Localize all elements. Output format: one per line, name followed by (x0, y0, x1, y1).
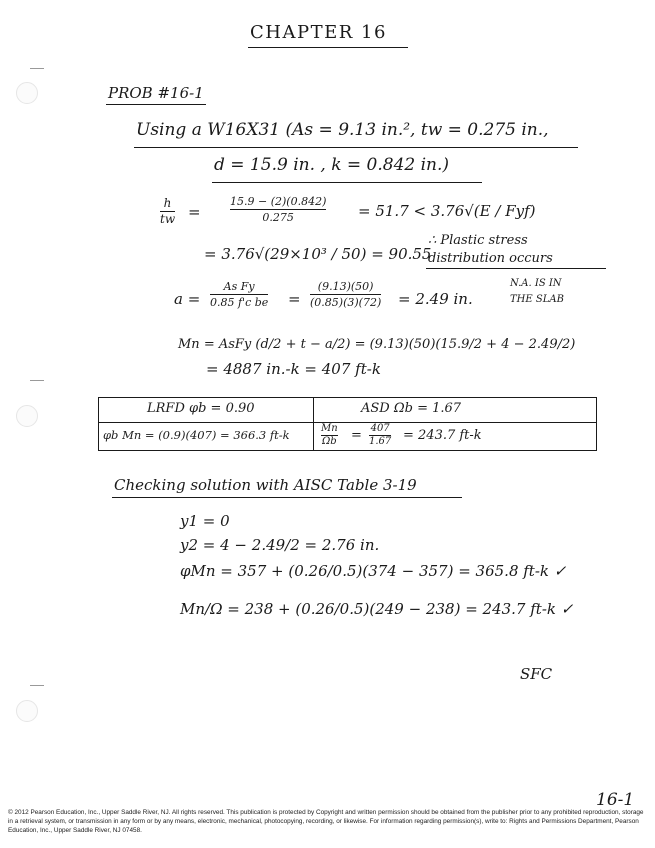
table-row-divider (99, 422, 596, 423)
lrfd-value: φb Mn = (0.9)(407) = 366.3 ft-k (103, 428, 290, 442)
mn-result: = 4887 in.-k = 407 ft-k (206, 360, 381, 378)
a-result: = 2.49 in. (398, 290, 473, 308)
binder-hole (16, 82, 38, 104)
limit-note-1: ∴ Plastic stress (428, 233, 528, 248)
h-tw-den: 0.275 (262, 211, 294, 224)
asd-num: Mn (321, 423, 338, 434)
equals: = (188, 203, 201, 221)
h-tw-lhs-num: h (163, 196, 172, 210)
a-den: 0.85 f'c be (210, 296, 269, 309)
asd-den: Ωb (321, 436, 337, 447)
margin-mark (30, 380, 44, 381)
given-underline-2 (212, 182, 482, 183)
given-line-2: d = 15.9 in. , k = 0.842 in.) (214, 155, 450, 175)
asd-frac-num: 407 (370, 423, 390, 434)
equals: = (351, 428, 362, 443)
page-number: 16-1 (596, 790, 635, 810)
a-num: As Fy (223, 280, 255, 293)
binder-hole (16, 405, 38, 427)
title-underline (248, 47, 408, 48)
asd-lhs-fraction (321, 424, 338, 447)
given-line-1: Using a W16X31 (As = 9.13 in.², tw = 0.275 in., (136, 120, 549, 140)
a-num-2: (9.13)(50) (317, 280, 374, 293)
asd-header: ASD Ωb = 1.67 (361, 401, 462, 416)
h-tw-num: 15.9 − (2)(0.842) (230, 195, 327, 208)
mn-line: Mn = AsFy (d/2 + t − a/2) = (9.13)(50)(15.9/2 + 4 − 2.49/2) (178, 337, 576, 352)
margin-mark (30, 685, 44, 686)
problem-underline (106, 104, 206, 105)
limit-line: = 3.76√(29×10³ / 50) = 90.55 (204, 245, 432, 263)
margin-mark (30, 68, 44, 69)
a-lhs: a = (174, 290, 201, 308)
lrfd-asd-table (98, 397, 597, 451)
asd-value-fraction (369, 424, 391, 447)
lrfd-header: LRFD φb = 0.90 (147, 401, 255, 416)
given-underline-1 (134, 147, 578, 148)
table-col-divider (313, 398, 314, 450)
binder-hole (16, 700, 38, 722)
asd-result: = 243.7 ft-k (403, 428, 482, 443)
check-underline (112, 497, 462, 498)
h-tw-lhs (160, 197, 175, 226)
h-tw-fraction (230, 195, 326, 224)
problem-label: PROB #16-1 (108, 84, 204, 102)
asd-frac-den: 1.67 (369, 436, 392, 447)
na-note-2: THE SLAB (510, 294, 564, 305)
copyright-footer: © 2012 Pearson Education, Inc., Upper Saddle River, NJ. All rights reserved. This publication is protected by Copyright and written permission should be obtained from the publisher prior to any prohibited reproduction, storage in a retrieval system, or transmission in any form or by any means, electronic, mechanical, photocopying, recording, or likewise. For information regarding permission(s), write to: Rights and Permissions Department, Pearson Education, Inc., Upper Saddle River, NJ 07458. (8, 809, 644, 834)
h-tw-result: = 51.7 < 3.76√(E / Fyf) (358, 202, 536, 220)
chapter-title: CHAPTER 16 (250, 22, 387, 43)
a-den-2: (0.85)(3)(72) (310, 296, 382, 309)
equals: = (288, 290, 301, 308)
check-heading: Checking solution with AISC Table 3-19 (114, 476, 417, 494)
y2-line: y2 = 4 − 2.49/2 = 2.76 in. (180, 536, 380, 554)
limit-note-underline (426, 268, 606, 269)
limit-note-2: distribution occurs (428, 251, 553, 266)
a-fraction-2 (310, 280, 381, 309)
h-tw-lhs-den: tw (160, 212, 176, 226)
phi-mn-line: φMn = 357 + (0.26/0.5)(374 − 357) = 365.8 ft-k ✓ (180, 562, 567, 580)
initials: SFC (520, 665, 553, 683)
y1-line: y1 = 0 (180, 512, 230, 530)
na-note-1: N.A. IS IN (510, 278, 562, 289)
a-fraction-1 (210, 280, 268, 309)
mn-omega-line: Mn/Ω = 238 + (0.26/0.5)(249 − 238) = 243.7 ft-k ✓ (180, 600, 574, 618)
